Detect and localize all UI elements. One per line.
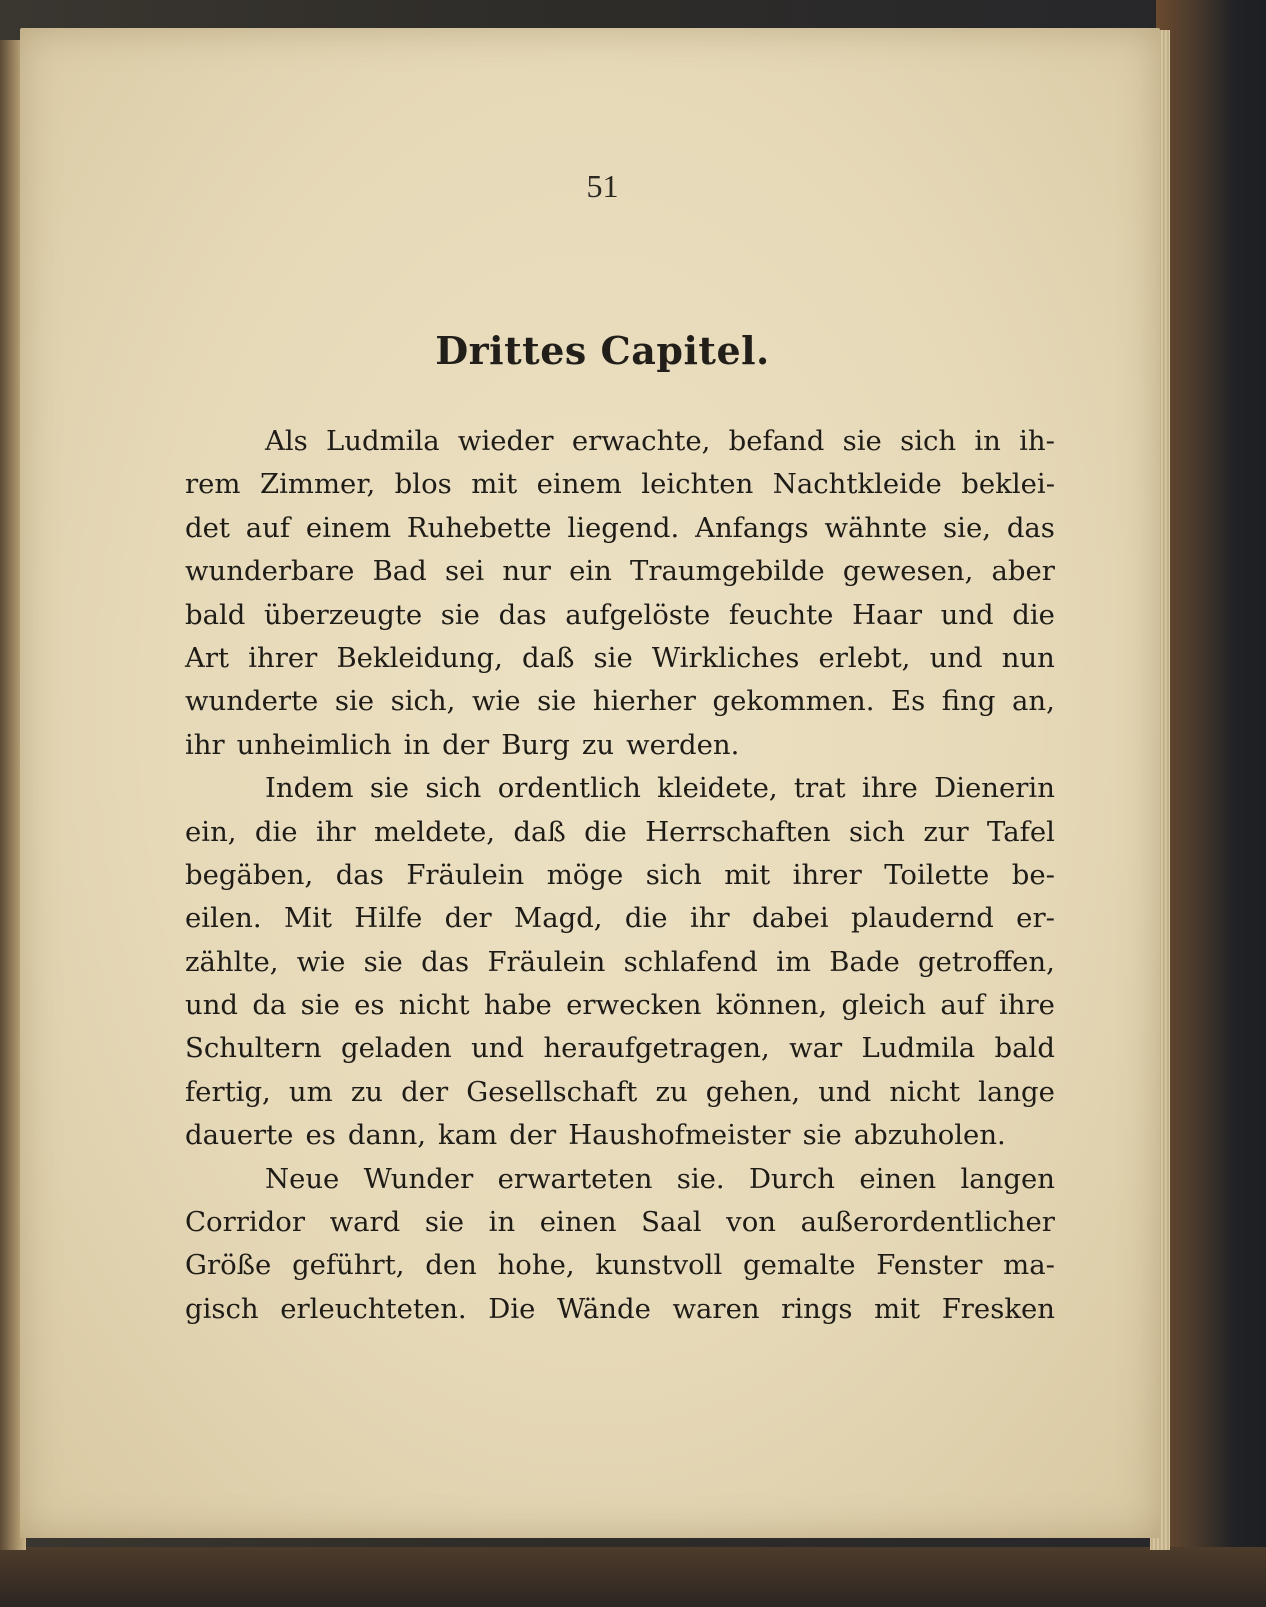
word: sie. [676, 1162, 725, 1195]
word: begäben, [185, 858, 314, 891]
word: feuchte [728, 598, 834, 631]
word: die [254, 815, 298, 848]
word: ein, [185, 815, 237, 848]
text-line [185, 1027, 1055, 1070]
word: ordentlich [497, 772, 641, 805]
chapter-title: Drittes Capitel. [435, 328, 770, 373]
word: der [401, 1075, 449, 1108]
word: waren [672, 1292, 760, 1325]
word: im [776, 945, 811, 978]
word: sich, [390, 685, 456, 718]
word: Corridor [185, 1206, 305, 1239]
word: Toilette [884, 858, 990, 891]
text-line [185, 420, 1055, 463]
word: Durch [749, 1162, 836, 1195]
word: der [442, 728, 490, 761]
word: den [425, 1249, 477, 1282]
word: mit [471, 468, 518, 501]
text-line [185, 463, 1055, 506]
word: Tafel [987, 815, 1055, 848]
text-line [185, 897, 1055, 940]
word: gisch [185, 1292, 259, 1325]
word: ma- [1003, 1249, 1055, 1282]
word: sich [425, 772, 482, 805]
word: leichten [641, 468, 754, 501]
word: wähnte [824, 511, 928, 544]
word: es [305, 1119, 336, 1152]
word: getroffen, [917, 945, 1055, 978]
word: und [185, 989, 239, 1022]
word: von [726, 1206, 776, 1239]
text-line [185, 854, 1055, 897]
word: überzeugte [264, 598, 423, 631]
word: war [789, 1032, 843, 1065]
word: zu [581, 728, 615, 761]
word: Bekleidung, [336, 641, 503, 674]
text-line [185, 1288, 1055, 1331]
word: sie [369, 772, 410, 805]
text-line [185, 550, 1055, 593]
word: Indem [265, 772, 354, 805]
word: um [288, 1075, 333, 1108]
word: Gesellschaft [466, 1075, 638, 1108]
text-line [185, 1158, 1055, 1201]
word: fing [941, 685, 996, 718]
word: und [940, 598, 994, 631]
word: sich [848, 815, 905, 848]
text-line [185, 507, 1055, 550]
word: unheimlich [236, 728, 392, 761]
word: Fresken [941, 1292, 1055, 1325]
word: Mit [283, 902, 332, 935]
word: sie [802, 1119, 842, 1152]
word: Ludmila [326, 425, 440, 457]
text-line [185, 1244, 1055, 1287]
word: ihrer [792, 858, 862, 891]
text-line [185, 680, 1055, 723]
word: dann, [347, 1119, 427, 1152]
word: daß [522, 641, 575, 674]
page-number: 51 [586, 168, 619, 204]
word: dabei [751, 902, 829, 935]
word: sie [334, 685, 375, 718]
word: erlebt, [818, 641, 911, 674]
word: Als [265, 425, 308, 457]
word: aber [991, 555, 1055, 588]
word: das [335, 858, 384, 891]
word: der [444, 902, 492, 935]
word: Magd, [514, 902, 603, 935]
word: erleuchteten. [280, 1292, 467, 1325]
word: sie [537, 685, 577, 718]
word: sie [300, 989, 340, 1022]
word: außerordentlicher [800, 1206, 1055, 1239]
word: kam [438, 1119, 498, 1152]
text-line [185, 984, 1055, 1027]
word: abzuholen. [853, 1119, 1006, 1152]
word: kunstvoll [595, 1249, 723, 1282]
word: Ruhebette [406, 511, 552, 544]
word: ihrer [248, 641, 318, 674]
word: und [471, 1032, 525, 1065]
word: Burg [501, 728, 570, 761]
text-line [185, 1071, 1055, 1114]
word: nicht [889, 1075, 961, 1108]
text-line [185, 637, 1055, 680]
word: plaudernd [850, 902, 994, 935]
book-cover-bottom [0, 1547, 1266, 1607]
word: beklei- [961, 468, 1055, 501]
word: Fräulein [406, 858, 525, 891]
word: sich [645, 858, 702, 891]
word: wieder [457, 425, 554, 457]
word: trat [793, 772, 846, 805]
book-page [20, 28, 1160, 1538]
book-cover-edge [1156, 0, 1266, 1607]
word: mit [724, 858, 771, 891]
word: zur [923, 815, 969, 848]
word: Herrschaften [645, 815, 831, 848]
word: das [1006, 511, 1055, 544]
word: gekommen. [712, 685, 875, 718]
word: daß [513, 815, 566, 848]
word: langen [960, 1162, 1055, 1195]
word: schlafend [623, 945, 758, 978]
word: er- [1016, 902, 1055, 935]
word: bald [994, 1032, 1055, 1065]
word: Hilfe [354, 902, 423, 935]
word: geführt, [292, 1249, 405, 1282]
text-line [185, 594, 1055, 637]
word: ihre [861, 772, 918, 805]
word: habe [483, 989, 552, 1022]
word: wie [296, 945, 346, 978]
word: und [929, 641, 983, 674]
word: zu [350, 1075, 384, 1108]
word: geladen [341, 1032, 452, 1065]
word: einem [305, 511, 392, 544]
word: an, [1012, 685, 1055, 718]
word: nur [502, 555, 551, 588]
word: das [498, 598, 547, 631]
text-line [185, 767, 1055, 810]
word: blos [394, 468, 452, 501]
word: Ludmila [861, 1032, 976, 1065]
word: sie [842, 425, 882, 457]
text-line [185, 1114, 1055, 1157]
word: rem [185, 468, 241, 501]
word: nun [1001, 641, 1055, 674]
word: gewesen, [842, 555, 974, 588]
word: sie [424, 1206, 465, 1239]
word: erwarteten [497, 1162, 653, 1195]
word: Haar [852, 598, 922, 631]
word: zu [655, 1075, 688, 1108]
word: heraufgetragen, [543, 1032, 770, 1065]
word: in [403, 728, 431, 761]
word: hierher [592, 685, 696, 718]
body-text [185, 420, 1055, 1331]
paragraph-2 [185, 767, 1055, 1158]
word: ihre [998, 989, 1055, 1022]
word: ihr [689, 902, 730, 935]
word: zählte, [185, 945, 279, 978]
word: Traumgebilde [630, 555, 825, 588]
word: in [488, 1206, 516, 1239]
word: Saal [641, 1206, 702, 1239]
word: Anfangs [695, 511, 809, 544]
text-line [185, 1201, 1055, 1244]
word: da [252, 989, 287, 1022]
word: erwachte, [571, 425, 711, 457]
word: Art [185, 641, 230, 674]
word: ihr [315, 815, 356, 848]
word: sie [363, 945, 403, 978]
word: Haushofmeister [568, 1119, 791, 1152]
word: einen [539, 1206, 617, 1239]
word: Es [891, 685, 926, 718]
word: die [1012, 598, 1055, 631]
word: wunderte [185, 685, 319, 718]
word: Wände [557, 1292, 651, 1325]
word: ihr [185, 728, 225, 761]
word: Die [488, 1292, 536, 1325]
word: Schultern [185, 1032, 322, 1065]
word: erwecken [566, 989, 702, 1022]
word: möge [546, 858, 624, 891]
word: ward [329, 1206, 401, 1239]
word: kleidete, [657, 772, 778, 805]
word: die [624, 902, 668, 935]
paragraph-1 [185, 420, 1055, 767]
word: aufgelöste [565, 598, 711, 631]
word: Dienerin [934, 772, 1055, 805]
word: mit [874, 1292, 921, 1325]
word: einem [536, 468, 622, 501]
word: hohe, [497, 1249, 575, 1282]
word: in [974, 425, 1001, 457]
word: und [818, 1075, 872, 1108]
text-line [185, 724, 1055, 767]
word: Wunder [363, 1162, 474, 1195]
word: Bad [372, 555, 427, 588]
word: det [185, 511, 230, 544]
word: sie [440, 598, 480, 631]
word: Neue [265, 1162, 340, 1195]
word: fertig, [185, 1075, 271, 1108]
word: wie [471, 685, 521, 718]
word: nicht [398, 989, 470, 1022]
paragraph-3 [185, 1158, 1055, 1332]
word: einen [859, 1162, 937, 1195]
word: rings [781, 1292, 853, 1325]
word: sei [444, 555, 485, 588]
word: befand [728, 425, 825, 457]
word: sich [900, 425, 957, 457]
word: liegend. [567, 511, 680, 544]
word: eilen. [185, 902, 262, 935]
word: der [509, 1119, 557, 1152]
word: sie [593, 641, 633, 674]
text-line [185, 811, 1055, 854]
word: bald [185, 598, 246, 631]
word: Bade [829, 945, 900, 978]
text-line [185, 941, 1055, 984]
word: wunderbare [185, 555, 355, 588]
word: die [584, 815, 627, 848]
word: Wirkliches [651, 641, 800, 674]
word: gemalte [743, 1249, 856, 1282]
word: Größe [185, 1249, 272, 1282]
word: sie, [943, 511, 991, 544]
word: auf [245, 511, 291, 544]
word: ih- [1019, 425, 1055, 457]
word: gleich [841, 989, 927, 1022]
word: Nachtkleide [772, 468, 942, 501]
word: werden. [626, 728, 740, 761]
word: lange [978, 1075, 1055, 1108]
word: auf [940, 989, 985, 1022]
word: Zimmer, [259, 468, 376, 501]
word: Fräulein [487, 945, 606, 978]
word: dauerte [185, 1119, 294, 1152]
word: meldete, [373, 815, 496, 848]
word: gehen, [705, 1075, 801, 1108]
word: das [421, 945, 470, 978]
word: Fenster [876, 1249, 983, 1282]
word: können, [715, 989, 828, 1022]
word: be- [1011, 858, 1055, 891]
word: es [354, 989, 385, 1022]
word: ein [569, 555, 612, 588]
